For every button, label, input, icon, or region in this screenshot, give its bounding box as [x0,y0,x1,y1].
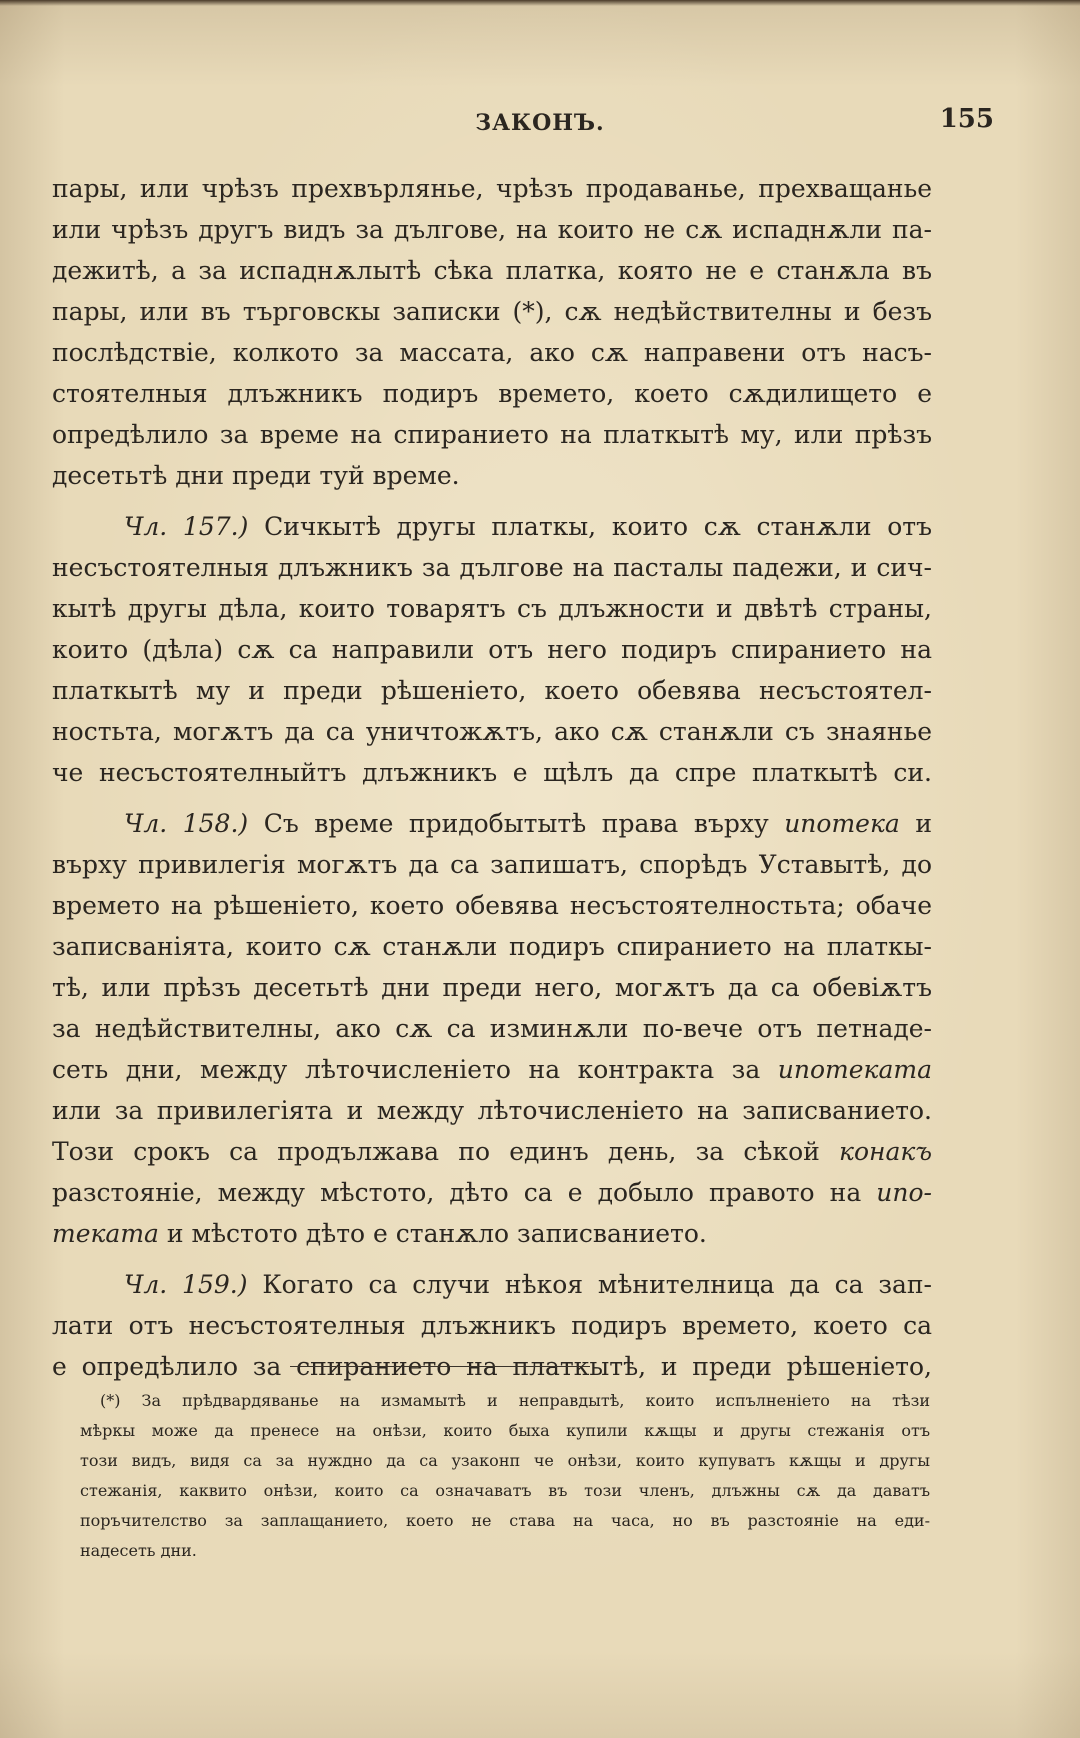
italic-term: ипотека [784,809,900,838]
text-span: Когато са случи нѣкоя мѣнителница да са зап- [262,1270,932,1299]
text-line: за недѣйствителны, ако сѫ са изминѫли по-вече отъ петнаде- [52,1014,932,1043]
footnote-line: поръчителство за заплащанието, което не става на часа, но въ разстояніе на еди- [80,1511,930,1530]
text-line: стоятелныя длъжникъ подиръ времето, което сѫдилището е [52,379,932,408]
text-line: пары, или чрѣзъ прехвърлянье, чрѣзъ продаванье, прехващанье [52,174,932,203]
text-line: тѣ, или прѣзъ десетьтѣ дни преди него, могѫтъ да са обевіѫтъ [52,973,932,1002]
footnote-line: (*) За прѣдвардяванье на измамытѣ и неправдытѣ, които испълненіето на тѣзи [100,1391,930,1410]
article-159-first-line [52,1264,932,1305]
text-line [52,1049,932,1090]
text-line: или чрѣзъ другъ видъ за дългове, на които не сѫ испаднѫли па- [52,215,932,244]
footnote-rule [290,1366,590,1367]
text-span: и мѣстото дѣто е станѫло записванието. [158,1219,707,1248]
text-span: и [899,809,932,838]
text-span: Сичкытѣ другы платкы, които сѫ станѫли отъ [264,512,932,541]
text-line: лати отъ несъстоятелныя длъжникъ подиръ времето, което са [52,1311,932,1340]
text-span: Този срокъ са продължава по единъ день, за сѣкой [52,1137,840,1166]
text-line: времето на рѣшеніето, което обевява несъстоятелностьта; обаче [52,891,932,920]
italic-term: конакъ [839,1137,932,1166]
page-header [40,104,1040,144]
article-158-first-line [52,803,932,844]
page-number: 155 [939,104,994,134]
text-span: сеть дни, между лѣточисленіето на контракта за [52,1055,778,1084]
text-line: записванiята, които сѫ станѫли подиръ спиранието на платкы- [52,932,932,961]
text-line: или за привилегіята и между лѣточисленіето на записванието. [52,1096,932,1125]
italic-term: теката [52,1219,159,1248]
text-line: пары, или въ търговскы записки (*), сѫ недѣйствителны и безъ [52,297,932,326]
italic-term: ипотеката [777,1055,932,1084]
text-span: Съ време придобытытѣ права върху [263,809,785,838]
body-text [52,168,932,1387]
text-line: върху привилегія могѫтъ да са запишатъ, спорѣдъ Уставытѣ, до [52,850,932,879]
text-line: платкытѣ му и преди рѣшеніето, което обевява несъстоятел- [52,676,932,705]
text-line: ностьта, могѫтъ да са уничтожѫтъ, ако сѫ станѫли съ знаянье [52,717,932,746]
text-line [52,1172,932,1213]
text-line: които (дѣла) сѫ са направили отъ него подиръ спиранието на [52,635,932,664]
text-span: разстояніе, между мѣстото, дѣто са е добыло правото на [52,1178,877,1207]
text-line: е опредѣлило за спиранието на платкытѣ, и преди рѣшеніето, [52,1352,932,1381]
text-line: кытѣ другы дѣла, които товарятъ съ длъжности и двѣтѣ страны, [52,594,932,623]
footnote-line: този видъ, видя са за нуждно да са узаконп че онѣзи, които купуватъ кѫщы и другы [80,1451,930,1470]
footnote-line: мѣркы може да пренесе на онѣзи, които быха купили кѫщы и другы стежанія отъ [80,1421,930,1440]
article-157-first-line [52,506,932,547]
running-title: ЗАКОНЪ. [475,110,605,136]
footnote [80,1386,930,1566]
footnote-line: надесеть дни. [80,1541,197,1560]
text-line: десетьтѣ дни преди туй време. [52,461,460,490]
article-number: Чл. 158.) [124,809,249,838]
text-line: дежитѣ, а за испаднѫлытѣ сѣка платка, която не е станѫла въ [52,256,932,285]
article-number: Чл. 157.) [124,512,249,541]
footnote-line: стежанія, каквито онѣзи, които са означаватъ въ този членъ, длъжны сѫ да даватъ [80,1481,930,1500]
italic-term: ипо- [876,1178,932,1207]
text-line: несъстоятелныя длъжникъ за дългове на пасталы падежи, и сич- [52,553,932,582]
page-top-edge [0,0,1080,6]
text-line [52,1131,932,1172]
text-line: опредѣлило за време на спиранието на платкытѣ му, или прѣзъ [52,420,932,449]
text-line: че несъстоятелныйтъ длъжникъ е щѣлъ да спре платкытѣ си. [52,758,932,787]
text-line [52,1213,932,1254]
text-line: послѣдствіе, колкото за массата, ако сѫ направени отъ насъ- [52,338,932,367]
article-number: Чл. 159.) [124,1270,248,1299]
